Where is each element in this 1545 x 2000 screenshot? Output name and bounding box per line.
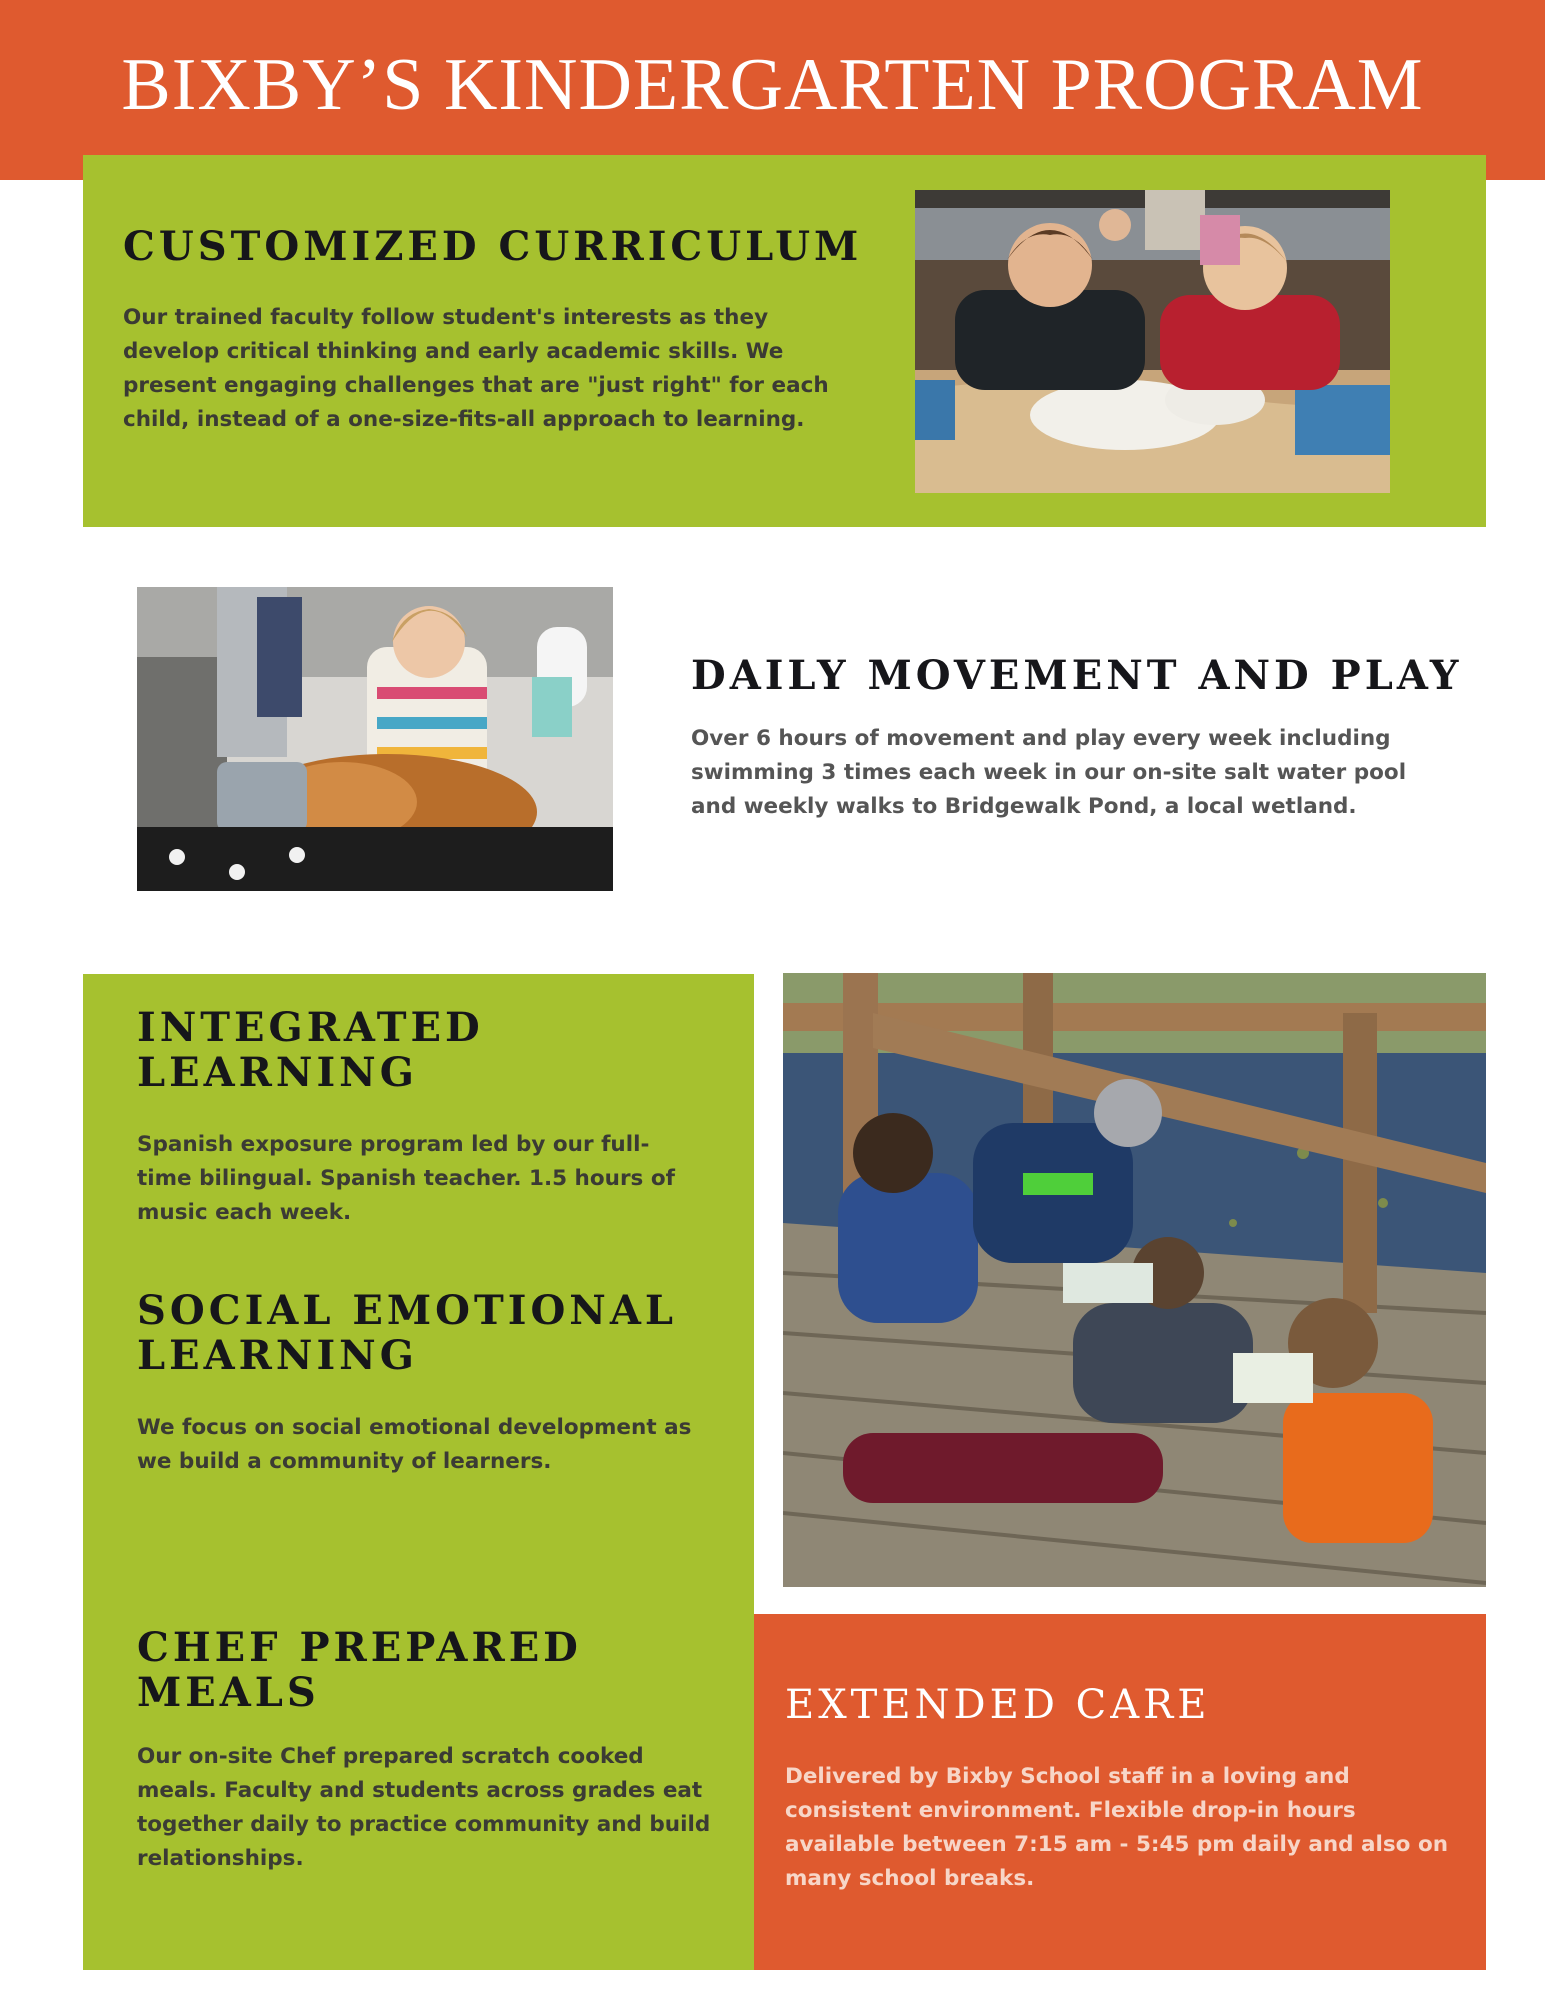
child-stethoscope-photo <box>137 587 613 891</box>
meals-heading-line2: MEALS <box>137 1669 320 1716</box>
classroom-sensory-play-photo <box>915 190 1390 493</box>
integrated-heading-line2: LEARNING <box>137 1049 418 1096</box>
extended-care-heading: EXTENDED CARE <box>785 1682 1211 1728</box>
integrated-heading-line1: INTEGRATED <box>137 1004 484 1051</box>
social-heading <box>137 1288 737 1378</box>
meals-text: Our on-site Chef prepared scratch cooked meals. Faculty and students across grades eat together daily to practice community and build relationships. <box>137 1744 711 1871</box>
social-heading-line1: SOCIAL EMOTIONAL <box>137 1287 678 1334</box>
social-text: We focus on social emotional development as we build a community of learners. <box>137 1415 692 1474</box>
movement-heading: DAILY MOVEMENT AND PLAY <box>691 652 1463 699</box>
extended-care-text: Delivered by Bixby School staff in a loving and consistent environment. Flexible drop-in hours available between 7:15 am - 5:45 pm daily and also on many school breaks. <box>785 1764 1449 1891</box>
page-title: BIXBY’S KINDERGARTEN PROGRAM <box>121 44 1424 126</box>
meals-heading <box>137 1625 737 1715</box>
integrated-text: Spanish exposure program led by our full-time bilingual. Spanish teacher. 1.5 hours of music each week. <box>137 1132 675 1225</box>
curriculum-text: Our trained faculty follow student's interests as they develop critical thinking and early academic skills. We present engaging challenges that are "just right" for each child, instead of a one-size-fits-all approach to learning. <box>123 305 829 432</box>
meals-heading-line1: CHEF PREPARED <box>137 1624 582 1671</box>
curriculum-heading: CUSTOMIZED CURRICULUM <box>123 223 863 270</box>
social-heading-line2: LEARNING <box>137 1332 418 1379</box>
integrated-heading <box>137 1005 697 1095</box>
pond-dock-photo <box>783 973 1486 1587</box>
movement-text: Over 6 hours of movement and play every week including swimming 3 times each week in our on-site salt water pool and weekly walks to Bridgewalk Pond, a local wetland. <box>691 726 1407 819</box>
